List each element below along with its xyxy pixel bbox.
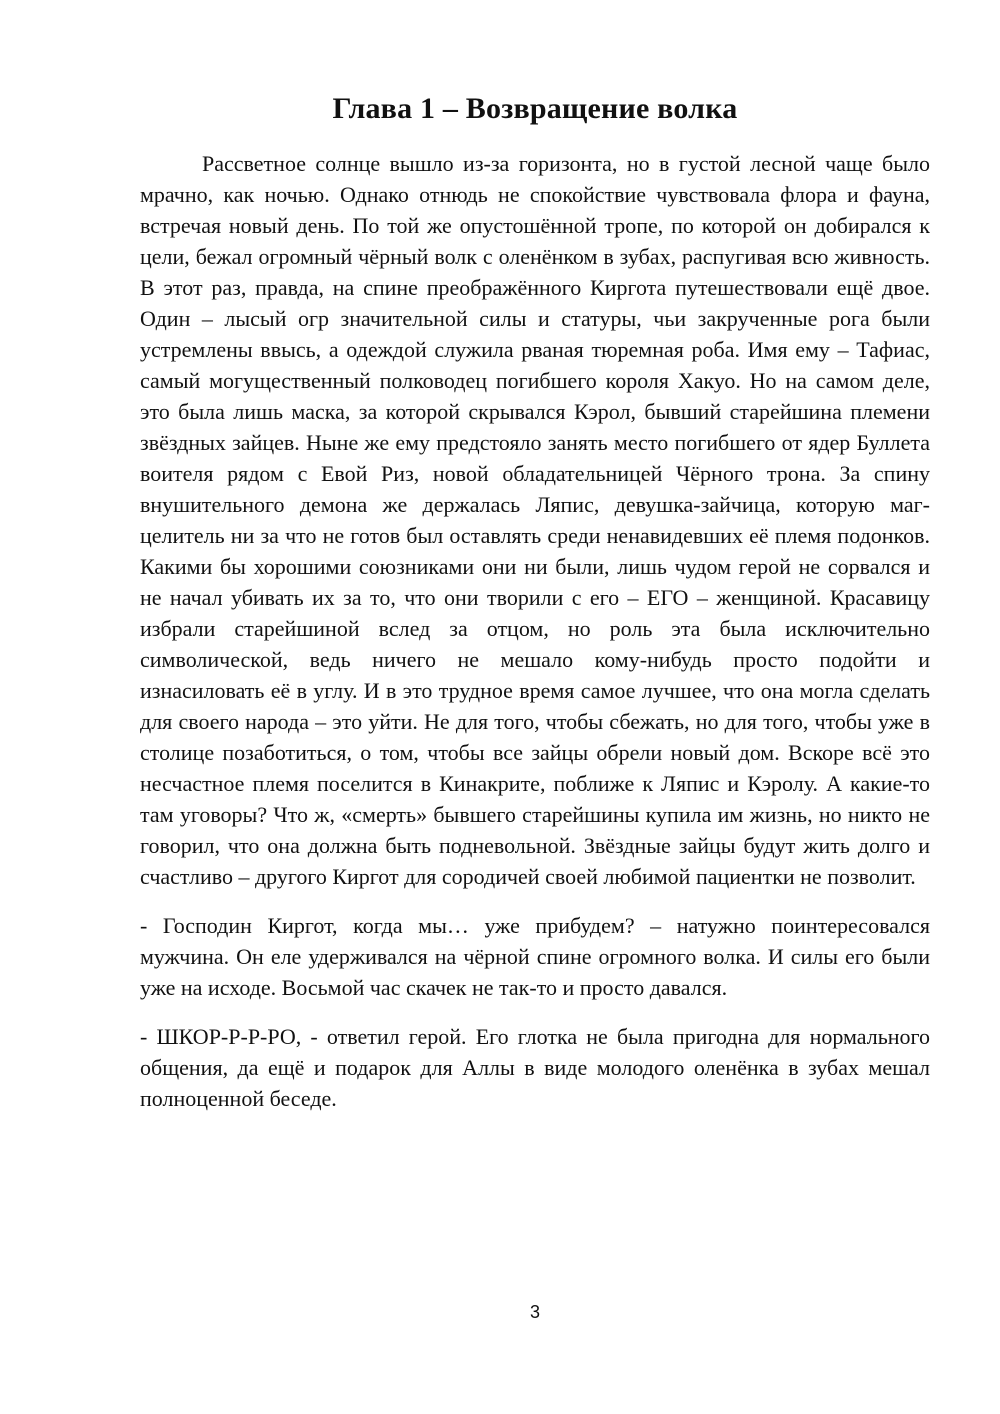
body-paragraph-1: Рассветное солнце вышло из-за горизонта, но в густой лесной чаще было мрачно, как ночью. Однако отнюдь не спокойствие чувствовала флора и фауна, встречая новый день. По той же опустошённой тропе, по которой он добирался к цели, бежал огромный чёрный волк с оленёнком в зубах, распугивая всю живность. В этот раз, правда, на спине преображённого Киргота путешествовали ещё двое. Один – лысый огр значительной силы и статуры, чьи закрученные рога были устремлены ввысь, а одеждой служила рваная тюремная роба. Имя ему – Тафиас, самый могущественный полководец погибшего короля Хакуо. Но на самом деле, это была лишь маска, за которой скрывался Кэрол, бывший старейшина племени звёздных зайцев. Ныне же ему предстояло занять место погибшего от ядер Буллета воителя рядом с Евой Риз, новой обладательницей Чёрного трона. За спину внушительного демона же держалась Ляпис, девушка-зайчица, которую маг-целитель ни за что не готов был оставлять среди ненавидевших её племя подонков. Какими бы хорошими союзниками они ни были, лишь чудом герой не сорвался и не начал убивать их за то, что они творили с его – ЕГО – женщиной. Красавицу избрали старейшиной вслед за отцом, но роль эта была исключительно символической, ведь ничего не мешало кому-нибудь просто подойти и изнасиловать её в углу. И в это трудное время самое лучшее, что она могла сделать для своего народа – это уйти. Не для того, чтобы сбежать, но для того, чтобы уже в столице позаботиться, о том, чтобы все зайцы обрели новый дом. Вскоре всё это несчастное племя поселится в Кинакрите, поближе к Ляпис и Кэролу. А какие-то там уговоры? Что ж, «смерть» бывшего старейшины купила им жизнь, но никто не говорил, что она должна быть подневольной. Звёздные зайцы будут жить долго и счастливо – другого Киргот для сородичей своей любимой пациентки не позволит.: [140, 151, 930, 889]
chapter-title: Глава 1 – Возвращение волка: [332, 92, 738, 125]
dialogue-paragraph-1: - Господин Киргот, когда мы… уже прибудем? – натужно поинтересовался мужчина. Он еле удерживался на чёрной спине огромного волка. И силы его были уже на исходе. Восьмой час скачек не так-то и просто давался.: [140, 913, 930, 1000]
page-number: 3: [529, 1302, 540, 1322]
dialogue-paragraph-2: - ШКОР-Р-Р-РО, - ответил герой. Его глотка не была пригодна для нормального общения, да ещё и подарок для Аллы в виде молодого оленёнка в зубах мешал полноценной беседе.: [140, 1024, 930, 1111]
text-column: [140, 90, 930, 1114]
